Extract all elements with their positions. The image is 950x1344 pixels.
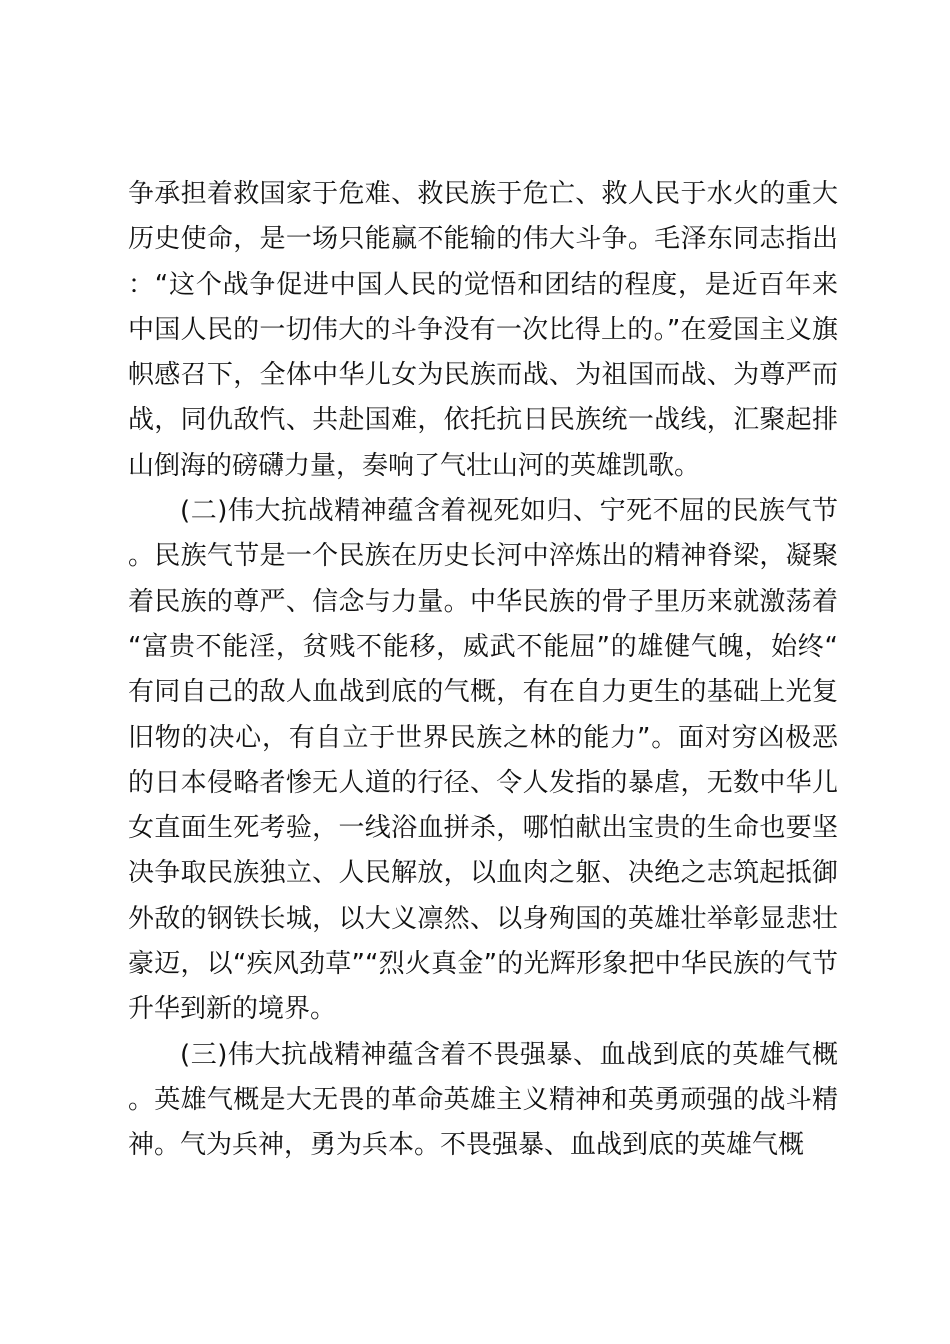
paragraph-continuation: 争承担着救国家于危难、救民族于危亡、救人民于水火的重大历史使命，是一场只能赢不能输的伟大斗争。毛泽东同志指出：“这个战争促进中国人民的觉悟和团结的程度，是近百年来中国人民的一切伟大的斗争没有一次比得上的。”在爱国主义旗帜感召下，全体中华儿女为民族而战、为祖国而战、为尊严而战，同仇敌忾、共赴国难，依托抗日民族统一战线，汇聚起排山倒海的磅礴力量，奏响了气壮山河的英雄凯歌。 <box>128 179 838 481</box>
document-body <box>128 172 838 1169</box>
paragraph-section-three: (三)伟大抗战精神蕴含着不畏强暴、血战到底的英雄气概。英雄气概是大无畏的革命英雄主义精神和英勇顽强的战斗精神。气为兵神，勇为兵本。不畏强暴、血战到底的英雄气概 <box>128 1039 838 1161</box>
paragraph-section-two: (二)伟大抗战精神蕴含着视死如归、宁死不屈的民族气节。民族气节是一个民族在历史长河中淬炼出的精神脊梁，凝聚着民族的尊严、信念与力量。中华民族的骨子里历来就激荡着“富贵不能淫，贫贱不能移，威武不能屈”的雄健气魄，始终“有同自己的敌人血战到底的气概，有在自力更生的基础上光复旧物的决心，有自立于世界民族之林的能力”。面对穷凶极恶的日本侵略者惨无人道的行径、令人发指的暴虐，无数中华儿女直面生死考验，一线浴血拼杀，哪怕献出宝贵的生命也要坚决争取民族独立、人民解放，以血肉之躯、决绝之志筑起抵御外敌的钢铁长城，以大义凛然、以身殉国的英雄壮举彰显悲壮豪迈，以“疾风劲草”“烈火真金”的光辉形象把中华民族的气节升华到新的境界。 <box>128 496 838 1025</box>
